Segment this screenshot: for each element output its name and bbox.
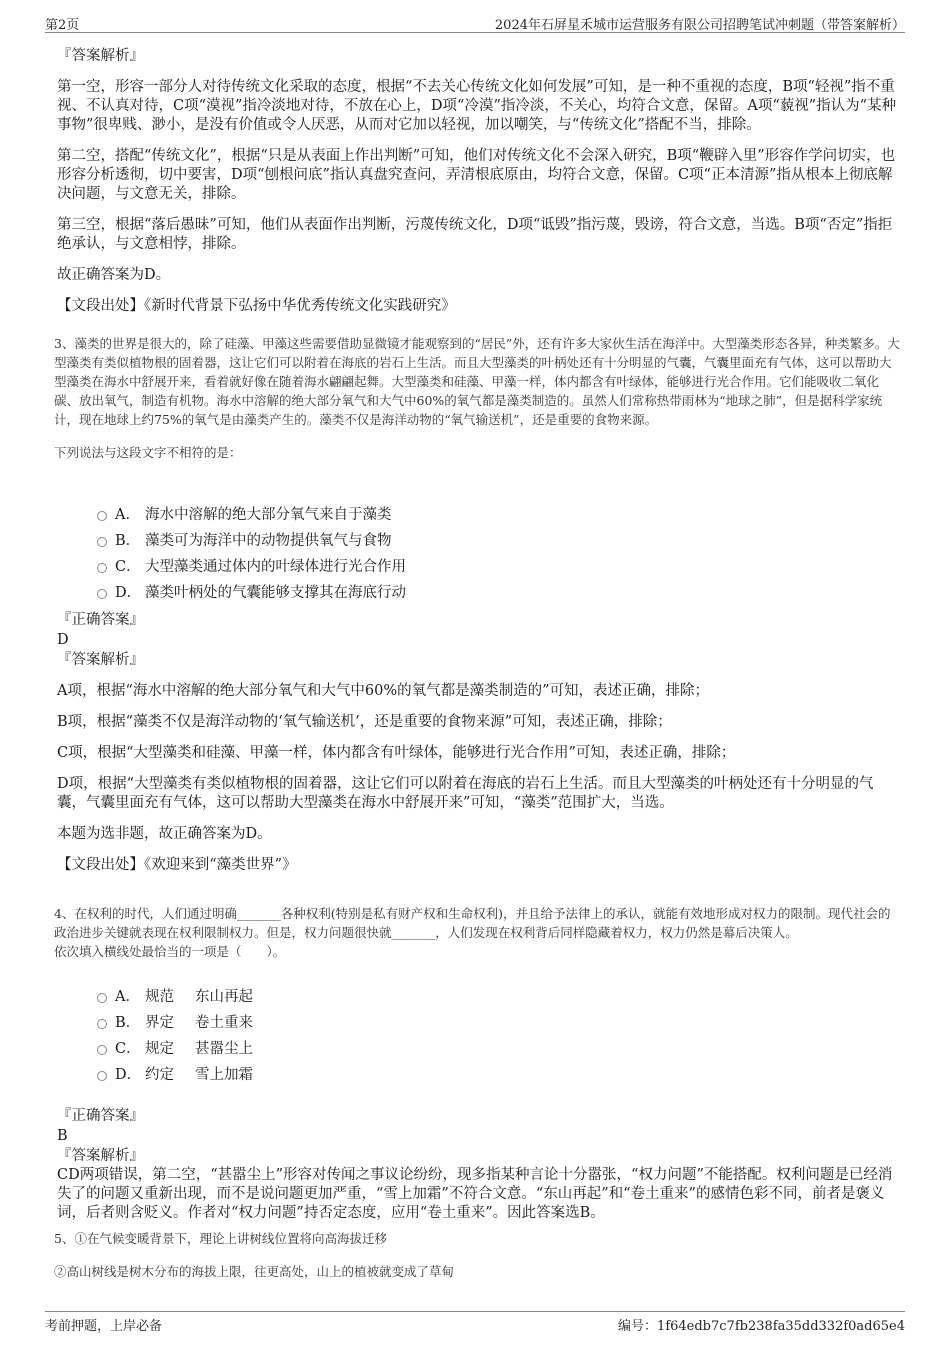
q3-option-d[interactable]: D． 藻类叶柄处的气囊能够支撑其在海底行动 bbox=[57, 580, 902, 606]
footer-slogan: 考前押题，上岸必备 bbox=[45, 1319, 163, 1334]
q4-analysis: CD两项错误，第二空，“甚嚣尘上”形容对传闻之事议论纷纷，现多指某种言论十分嚣张，“权力问题”不能搭配。权利问题是已经消失了的问题又重新出现，而不是说问题更加严重，“雪上加霜”不符合文意。“东山再起”和“卷土重来”的感情色彩不同，前者是褒义词，后者则含贬义。作者对“权力问题”持否定态度，应用“卷土重来”。因此答案选B。 bbox=[57, 1167, 893, 1221]
q3-source: 【文段出处】《欢迎来到“藻类世界”》 bbox=[57, 857, 297, 873]
radio-icon[interactable] bbox=[97, 563, 107, 573]
radio-icon[interactable] bbox=[97, 1019, 107, 1029]
q2-conclusion: 故正确答案为D。 bbox=[57, 267, 171, 283]
q5-line1: 5、①在气候变暖背景下，理论上讲树线位置将向高海拔迁移 bbox=[54, 1231, 387, 1246]
radio-icon[interactable] bbox=[97, 511, 107, 521]
radio-icon[interactable] bbox=[97, 537, 107, 547]
page-footer bbox=[45, 1311, 905, 1332]
q4-analysis-title: 『答案解析』 bbox=[57, 1148, 144, 1164]
q3-analysis-a: A项，根据“海水中溶解的绝大部分氧气和大气中60%的氧气都是藻类制造的”可知，表述正确，排除； bbox=[57, 683, 710, 699]
q3-analysis-d: D项，根据“大型藻类有类似植物根的固着器，这让它们可以附着在海底的岩石上生活。而且大型藻类的叶柄处还有十分明显的气囊，气囊里面充有气体，这可以帮助大型藻类在海水中舒展开来”可知，“藻类”范围扩大，当选。 bbox=[57, 776, 874, 811]
document-title: 2024年石屏星禾城市运营服务有限公司招聘笔试冲刺题（带答案解析） bbox=[494, 18, 905, 33]
q5-line2: ②高山树线是树木分布的海拔上限，往更高处，山上的植被就变成了草甸 bbox=[54, 1264, 455, 1279]
q3-conclusion: 本题为选非题，故正确答案为D。 bbox=[57, 826, 272, 842]
q3-option-c[interactable]: C． 大型藻类通过体内的叶绿体进行光合作用 bbox=[57, 554, 902, 580]
q2-analysis-title: 『答案解析』 bbox=[57, 48, 144, 64]
page-number: 第2页 bbox=[45, 18, 80, 33]
q3-passage: 3、藻类的世界是很大的，除了硅藻、甲藻这些需要借助显微镜才能观察到的“居民”外，还有许多大家伙生活在海洋中。大型藻类形态各异，种类繁多。大型藻类有类似植物根的固着器，这让它们可以附着在海底的岩石上生活。而且大型藻类的叶柄处还有十分明显的气囊，气囊里面充有气体，这可以帮助大型藻类在海水中舒展开来，看着就好像在随着海水翩翩起舞。大型藻类和硅藻、甲藻一样，体内都含有叶绿体，能够进行光合作用。它们能吸收二氧化碳、放出氧气，制造有机物。海水中溶解的绝大部分氧气和大气中60%的氧气都是藻类制造的。虽然人们常称热带雨林为“地球之肺”，但是据科学家统计，现在地球上约75%的氧气是由藻类产生的。藻类不仅是海洋动物的“氧气输送机”，还是重要的食物来源。 bbox=[54, 336, 900, 427]
q2-analysis-section bbox=[57, 46, 902, 328]
q3-analysis-title: 『答案解析』 bbox=[57, 652, 144, 668]
q3-analysis-b: B项，根据“藻类不仅是海洋动物的‘氧气输送机’，还是重要的食物来源”可知，表述正确，排除； bbox=[57, 714, 672, 730]
q4-option-c[interactable]: C． 规定 甚嚣尘上 bbox=[57, 1036, 902, 1062]
q4-question: 依次填入横线处最恰当的一项是（ ）。 bbox=[54, 944, 286, 959]
q4-passage: 4、在权利的时代，人们通过明确_______各种权利(特别是私有财产权和生命权利)，并且给予法律上的承认，就能有效地形成对权力的限制。现代社会的政治进步关键就表现在权利限制权力。但是，权力问题很快就_______，人们发现在权利背后同样隐藏着权力，权力仍然是幕后决策人。 bbox=[54, 906, 891, 940]
q4-section bbox=[54, 904, 902, 961]
q3-section bbox=[54, 334, 902, 462]
q3-answer-title: 『正确答案』 bbox=[57, 612, 144, 628]
q2-source: 【文段出处】《新时代背景下弘扬中华优秀传统文化实践研究》 bbox=[57, 298, 456, 314]
radio-icon[interactable] bbox=[97, 1045, 107, 1055]
q2-analysis-para3: 第三空，根据“落后愚昧”可知，他们从表面作出判断，污蔑传统文化，D项“诋毁”指污蔑，毁谤，符合文意，当选。B项“否定”指拒绝承认，与文意相悖，排除。 bbox=[57, 217, 893, 252]
q3-answer-block bbox=[57, 610, 902, 887]
q4-option-d[interactable]: D． 约定 雪上加霜 bbox=[57, 1062, 902, 1088]
q4-option-a[interactable]: A． 规范 东山再起 bbox=[57, 984, 902, 1010]
radio-icon[interactable] bbox=[97, 993, 107, 1003]
q3-analysis-c: C项，根据“大型藻类和硅藻、甲藻一样，体内都含有叶绿体，能够进行光合作用”可知，表述正确，排除； bbox=[57, 745, 736, 761]
q4-options bbox=[57, 984, 902, 1088]
q4-option-b[interactable]: B． 界定 卷土重来 bbox=[57, 1010, 902, 1036]
q3-question: 下列说法与这段文字不相符的是： bbox=[54, 445, 242, 460]
radio-icon[interactable] bbox=[97, 589, 107, 599]
page-header bbox=[45, 14, 905, 33]
q5-section bbox=[54, 1229, 902, 1281]
q2-analysis-para1: 第一空，形容一部分人对待传统文化采取的态度，根据“不去关心传统文化如何发展”可知，是一种不重视的态度，B项“轻视”指不重视、不认真对待，C项“漠视”指冷淡地对待，不放在心上，D项“冷漠”指冷淡，不关心，均符合文意，保留。A项“藐视”指认为“某种事物”很卑贱、渺小，是没有价值或令人厌恶，从而对它加以轻视，加以嘲笑，与“传统文化”搭配不当，排除。 bbox=[57, 79, 897, 133]
q3-option-b[interactable]: B． 藻类可为海洋中的动物提供氧气与食物 bbox=[57, 528, 902, 554]
q2-analysis-para2: 第二空，搭配“传统文化”，根据“只是从表面上作出判断”可知，他们对传统文化不会深入研究，B项“鞭辟入里”形容作学问切实，也形容分析透彻，切中要害，D项“刨根问底”指认真盘究查问，弄清根底原由，均符合文意，保留。C项“正本清源”指从根本上彻底解决问题，与文意无关，排除。 bbox=[57, 148, 896, 202]
q3-option-a[interactable]: A． 海水中溶解的绝大部分氧气来自于藻类 bbox=[57, 502, 902, 528]
radio-icon[interactable] bbox=[97, 1071, 107, 1081]
q3-options bbox=[57, 502, 902, 606]
q4-answer-block bbox=[57, 1106, 902, 1235]
q3-answer: D bbox=[57, 632, 69, 648]
q4-answer: B bbox=[57, 1128, 68, 1144]
q4-answer-title: 『正确答案』 bbox=[57, 1108, 144, 1124]
footer-code: 编号：1f64edb7c7fb238fa35dd332f0ad65e4 bbox=[618, 1319, 905, 1334]
